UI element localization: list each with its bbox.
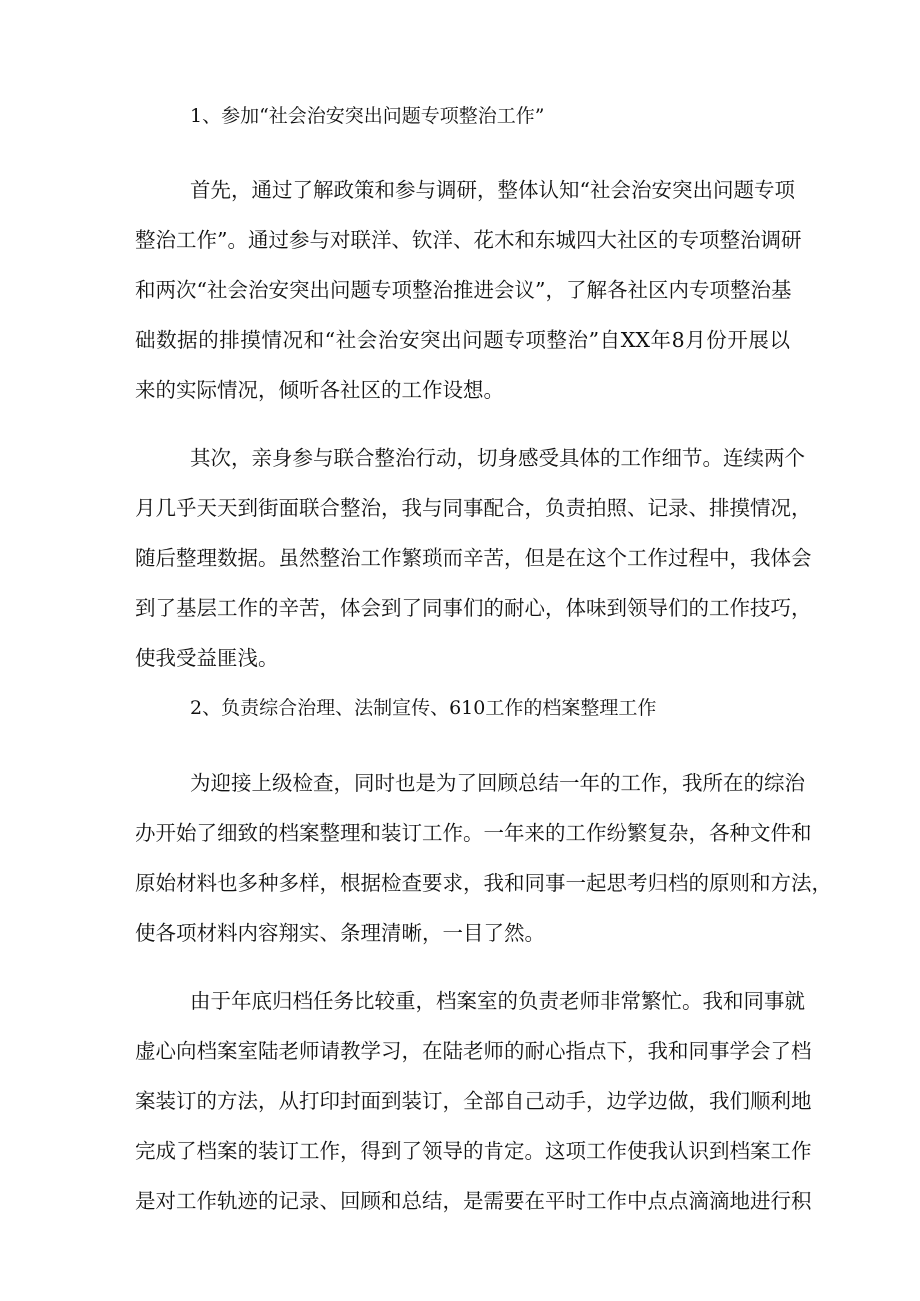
paragraph-3-line-3: 原始材料也多种多样，根据检查要求，我和同事一起思考归档的原则和方法， <box>135 871 832 895</box>
paragraph-1-line-4: 础数据的排摸情况和“社会治安突出问题专项整治”自XX年8月份开展以 <box>135 328 790 352</box>
paragraph-4-line-2: 虚心向档案室陆老师请教学习，在陆老师的耐心指点下，我和同事学会了档 <box>135 1039 812 1063</box>
paragraph-1-line-5: 来的实际情况，倾听各社区的工作设想。 <box>135 378 504 402</box>
paragraph-2-line-1: 其次，亲身参与联合整治行动，切身感受具体的工作细节。连续两个 <box>190 446 805 470</box>
paragraph-2-line-5: 使我受益匪浅。 <box>135 646 279 670</box>
paragraph-2-line-2: 月几乎天天到街面联合整治，我与同事配合，负责拍照、记录、排摸情况， <box>135 496 812 520</box>
paragraph-4-line-4: 完成了档案的装订工作，得到了领导的肯定。这项工作使我认识到档案工作 <box>135 1139 812 1163</box>
paragraph-3-line-1: 为迎接上级检查，同时也是为了回顾总结一年的工作，我所在的综治 <box>190 771 805 795</box>
paragraph-2-line-4: 到了基层工作的辛苦，体会到了同事们的耐心，体味到领导们的工作技巧， <box>135 596 812 620</box>
paragraph-4-line-1: 由于年底归档任务比较重，档案室的负责老师非常繁忙。我和同事就 <box>190 989 805 1013</box>
paragraph-1-line-1: 首先，通过了解政策和参与调研，整体认知“社会治安突出问题专项 <box>190 178 795 202</box>
paragraph-1-line-2: 整治工作”。通过参与对联洋、钦洋、花木和东城四大社区的专项整治调研 <box>135 228 802 252</box>
paragraph-3-line-4: 使各项材料内容翔实、条理清晰，一目了然。 <box>135 921 545 945</box>
paragraph-4-line-3: 案装订的方法，从打印封面到装订，全部自己动手，边学边做，我们顺利地 <box>135 1089 812 1113</box>
paragraph-4-line-5: 是对工作轨迹的记录、回顾和总结，是需要在平时工作中点点滴滴地进行积 <box>135 1189 812 1213</box>
section-heading-1: 1、参加“社会治安突出问题专项整治工作” <box>190 105 545 127</box>
paragraph-3-line-2: 办开始了细致的档案整理和装订工作。一年来的工作纷繁复杂，各种文件和 <box>135 821 812 845</box>
paragraph-1-line-3: 和两次“社会治安突出问题专项整治推进会议”，了解各社区内专项整治基 <box>135 278 792 302</box>
paragraph-2-line-3: 随后整理数据。虽然整治工作繁琐而辛苦，但是在这个工作过程中，我体会 <box>135 546 812 570</box>
section-heading-2: 2、负责综合治理、法制宣传、610工作的档案整理工作 <box>190 697 657 719</box>
